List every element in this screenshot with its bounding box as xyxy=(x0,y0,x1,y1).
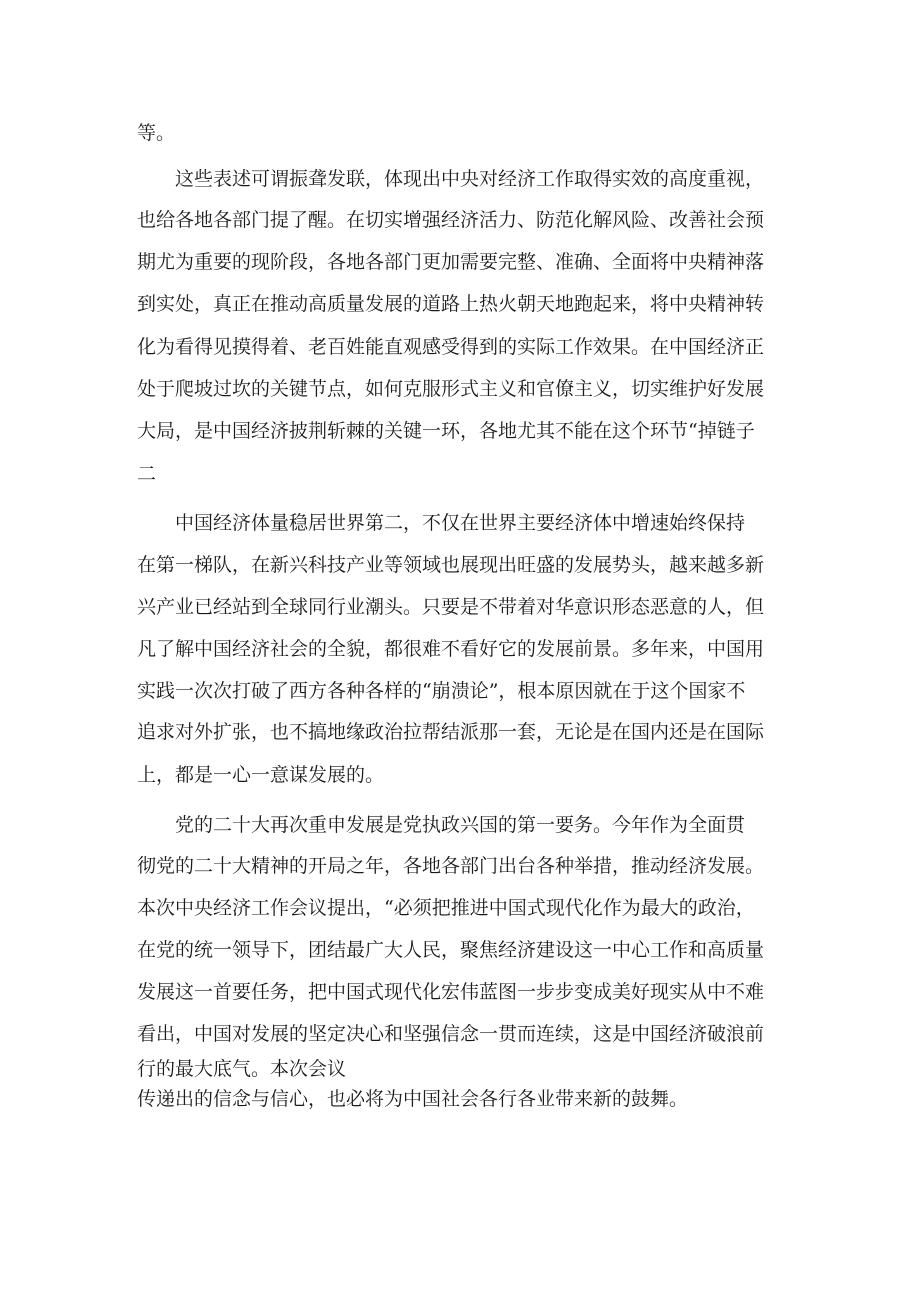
text-line: 也给各地各部门提了醒。在切实增强经济活力、防范化解风险、改善社会预 xyxy=(137,209,765,231)
text-line: 这些表述可谓振聋发联，体现出中央对经济工作取得实效的高度重视， xyxy=(175,168,765,190)
text-line: 二 xyxy=(137,463,157,485)
text-line: 凡了解中国经济社会的全貌，都很难不看好它的发展前景。多年来，中国用 xyxy=(137,638,765,660)
text-line: 行的最大底气。本次会议 xyxy=(137,1058,347,1080)
text-line: 追求对外扩张，也不搞地缘政治拉帮结派那一套，无论是在国内还是在国际 xyxy=(137,721,765,743)
text-line: 处于爬坡过坎的关键节点，如何克服形式主义和官僚主义，切实维护好发展 xyxy=(137,378,765,400)
text-line: 等。 xyxy=(137,122,176,144)
text-line: 在第一梯队，在新兴科技产业等领域也展现出旺盛的发展势头，越来越多新 xyxy=(137,554,765,576)
text-line: 上，都是一心一意谋发展的。 xyxy=(137,764,385,786)
text-line: 看出，中国对发展的坚定决心和坚强信念一贯而连续，这是中国经济破浪前 xyxy=(137,1023,765,1045)
text-line: 期尤为重要的现阶段，各地各部门更加需要完整、准确、全面将中央精神落 xyxy=(137,251,765,273)
text-line: 中国经济体量稳居世界第二，不仅在世界主要经济体中增速始终保持 xyxy=(175,512,746,534)
text-line: 传递出的信念与信心，也必将为中国社会各行各业带来新的鼓舞。 xyxy=(137,1088,689,1110)
text-line: 到实处，真正在推动高质量发展的道路上热火朝天地跑起来，将中央精神转 xyxy=(137,293,765,315)
text-line: 本次中央经济工作会议提出，“必须把推进中国式现代化作为最大的政治， xyxy=(137,897,755,919)
text-line: 彻党的二十大精神的开局之年，各地各部门出台各种举措，推动经济发展。 xyxy=(137,855,765,877)
text-line: 党的二十大再次重申发展是党执政兴国的第一要务。今年作为全面贯 xyxy=(175,814,746,836)
text-line: 实践一次次打破了西方各种各样的“崩溃论”，根本原因就在于这个国家不 xyxy=(137,680,746,702)
text-line: 大局，是中国经济披荆斩棘的关键一环，各地尤其不能在这个环节“掉链子 xyxy=(137,420,755,442)
text-line: 发展这一首要任务，把中国式现代化宏伟蓝图一步步变成美好现实从中不难 xyxy=(137,981,765,1003)
text-line: 兴产业已经站到全球同行业潮头。只要是不带着对华意识形态恶意的人，但 xyxy=(137,596,765,618)
text-line: 在党的统一领导下，团结最广大人民，聚焦经济建设这一中心工作和高质量 xyxy=(137,939,765,961)
text-line: 化为看得见摸得着、老百姓能直观感受得到的实际工作效果。在中国经济正 xyxy=(137,336,765,358)
